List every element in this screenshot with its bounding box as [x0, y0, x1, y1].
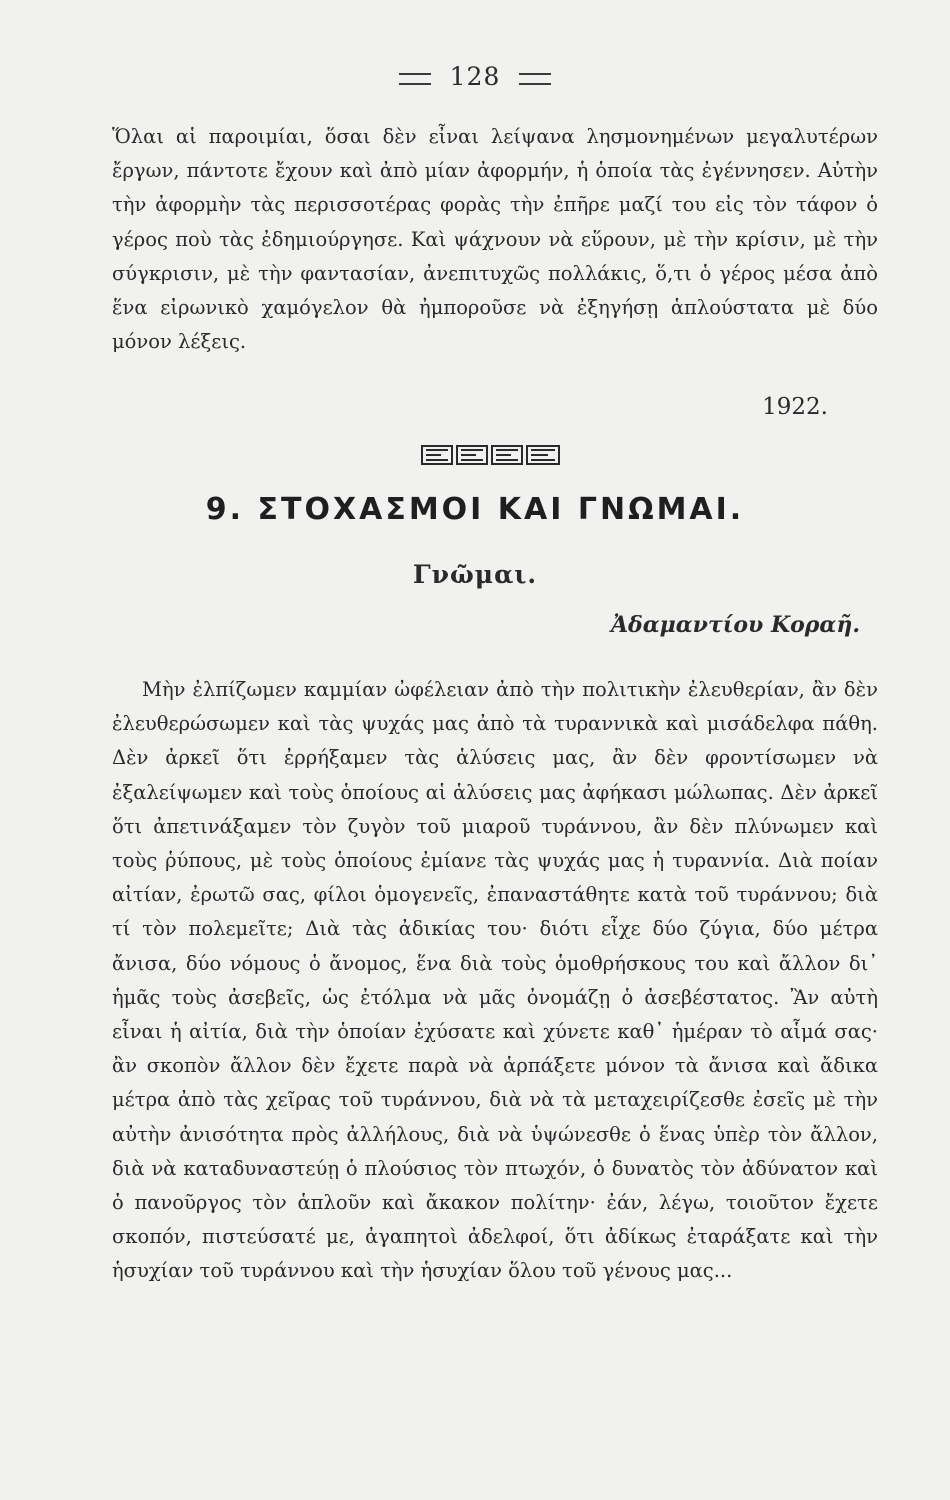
section-body-text	[112, 673, 878, 1289]
section-subheading: Γνῶμαι.	[412, 560, 538, 589]
page-number-ornament-right	[519, 73, 551, 85]
section-body-paragraph: Μὴν ἐλπίζωμεν καμμίαν ὠφέλειαν ἀπὸ τὴν πολιτικὴν ἐλευθερίαν, ἂν δὲν ἐλευθερώσωμεν καὶ τὰς ψυχάς μας ἀπὸ τὰ τυραννικὰ καὶ μισάδελφα πάθη. Δὲν ἀρκεῖ ὅτι ἐρρήξαμεν τὰς ἁλύσεις μας, ἂν δὲν φροντίσωμεν νὰ ἐξαλείψωμεν καὶ τοὺς ὁποίους αἱ ἁλύσεις μας ἀφήκασι μώλωπας. Δὲν ἀρκεῖ ὅτι ἀπετινάξαμεν τὸν ζυγὸν τοῦ μιαροῦ τυράννου, ἂν δὲν πλύνωμεν καὶ τοὺς ῥύπους, μὲ τοὺς ὁποίους ἐμίανε τὰς ψυχάς μας ἡ τυραννία. Διὰ ποίαν αἰτίαν, ἐρωτῶ σας, φίλοι ὁμογενεῖς, ἐπαναστάθητε κατὰ τοῦ τυράννου; διὰ τί τὸν πολεμεῖτε; Διὰ τὰς ἀδικίας του· διότι εἶχε δύο ζύγια, δύο μέτρα ἄνισα, δύο νόμους ὁ ἄνομος, ἕνα διὰ τοὺς ὁμοθρήσκους του καὶ ἄλλον δι᾽ ἡμᾶς τοὺς ἀσεβεῖς, ὡς ἐτόλμα νὰ μᾶς ὀνομάζῃ ὁ ἀσεβέστατος. Ἂν αὐτὴ εἶναι ἡ αἰτία, διὰ τὴν ὁποίαν ἐχύσατε καὶ χύνετε καθ᾽ ἡμέραν τὸ αἷμά σας· ἂν σκοπὸν ἄλλον δὲν ἔχετε παρὰ νὰ ἁρπάξετε μόνον τὰ ἄνισα καὶ ἄδικα μέτρα ἀπὸ τὰς χεῖρας τοῦ τυράννου, διὰ νὰ τὰ μεταχειρίζεσθε ἐσεῖς μὲ τὴν αὐτὴν ἀνισότητα πρὸς ἀλλήλους, διὰ νὰ ὑψώνεσθε ὁ ἕνας ὑπὲρ τὸν ἄλλον, διὰ νὰ καταδυναστεύῃ ὁ πλούσιος τὸν πτωχόν, ὁ δυνατὸς τὸν ἀδύνατον καὶ ὁ πανοῦργος τὸν ἁπλοῦν καὶ ἄκακον πολίτην· ἐάν, λέγω, τοιοῦτον ἔχετε σκοπόν, πιστεύσατέ με, ἀγαπητοὶ ἀδελφοί, ὅτι ἀδίκως ἐταράξατε καὶ τὴν ἡσυχίαν τοῦ τυράννου καὶ τὴν ἡσυχίαν ὅλου τοῦ γένους μας...	[112, 678, 878, 1283]
section-date: 1922.	[762, 394, 828, 420]
page-number-ornament-left	[399, 73, 431, 85]
previous-section-text	[112, 120, 878, 359]
section-divider-ornament	[421, 444, 561, 466]
section-author: Ἀδαμαντίου Κοραῆ.	[610, 612, 860, 638]
section-heading: 9. ΣΤΟΧΑΣΜΟΙ ΚΑΙ ΓΝΩΜΑΙ.	[205, 492, 745, 527]
page-number: 128	[449, 62, 501, 91]
page-number-header	[0, 62, 950, 91]
previous-section-paragraph: Ὅλαι αἱ παροιμίαι, ὅσαι δὲν εἶναι λείψανα λησμονημένων μεγαλυτέρων ἔργων, πάντοτε ἔχουν καὶ ἀπὸ μίαν ἀφορμήν, ἡ ὁποία τὰς ἐγέννησεν. Αὐτὴν τὴν ἀφορμὴν τὰς περισσοτέρας φορὰς τὴν ἐπῆρε μαζί του εἰς τὸν τάφον ὁ γέρος ποὺ τὰς ἐδημιούργησε. Καὶ ψάχνουν νὰ εὕρουν, μὲ τὴν κρίσιν, μὲ τὴν σύγκρισιν, μὲ τὴν φαντασίαν, ἀνεπιτυχῶς πολλάκις, ὅ,τι ὁ γέρος μέσα ἀπὸ ἕνα εἰρωνικὸ χαμόγελον θὰ ἠμποροῦσε νὰ ἐξηγήσῃ ἁπλούστατα μὲ δύο μόνον λέξεις.	[112, 125, 878, 354]
